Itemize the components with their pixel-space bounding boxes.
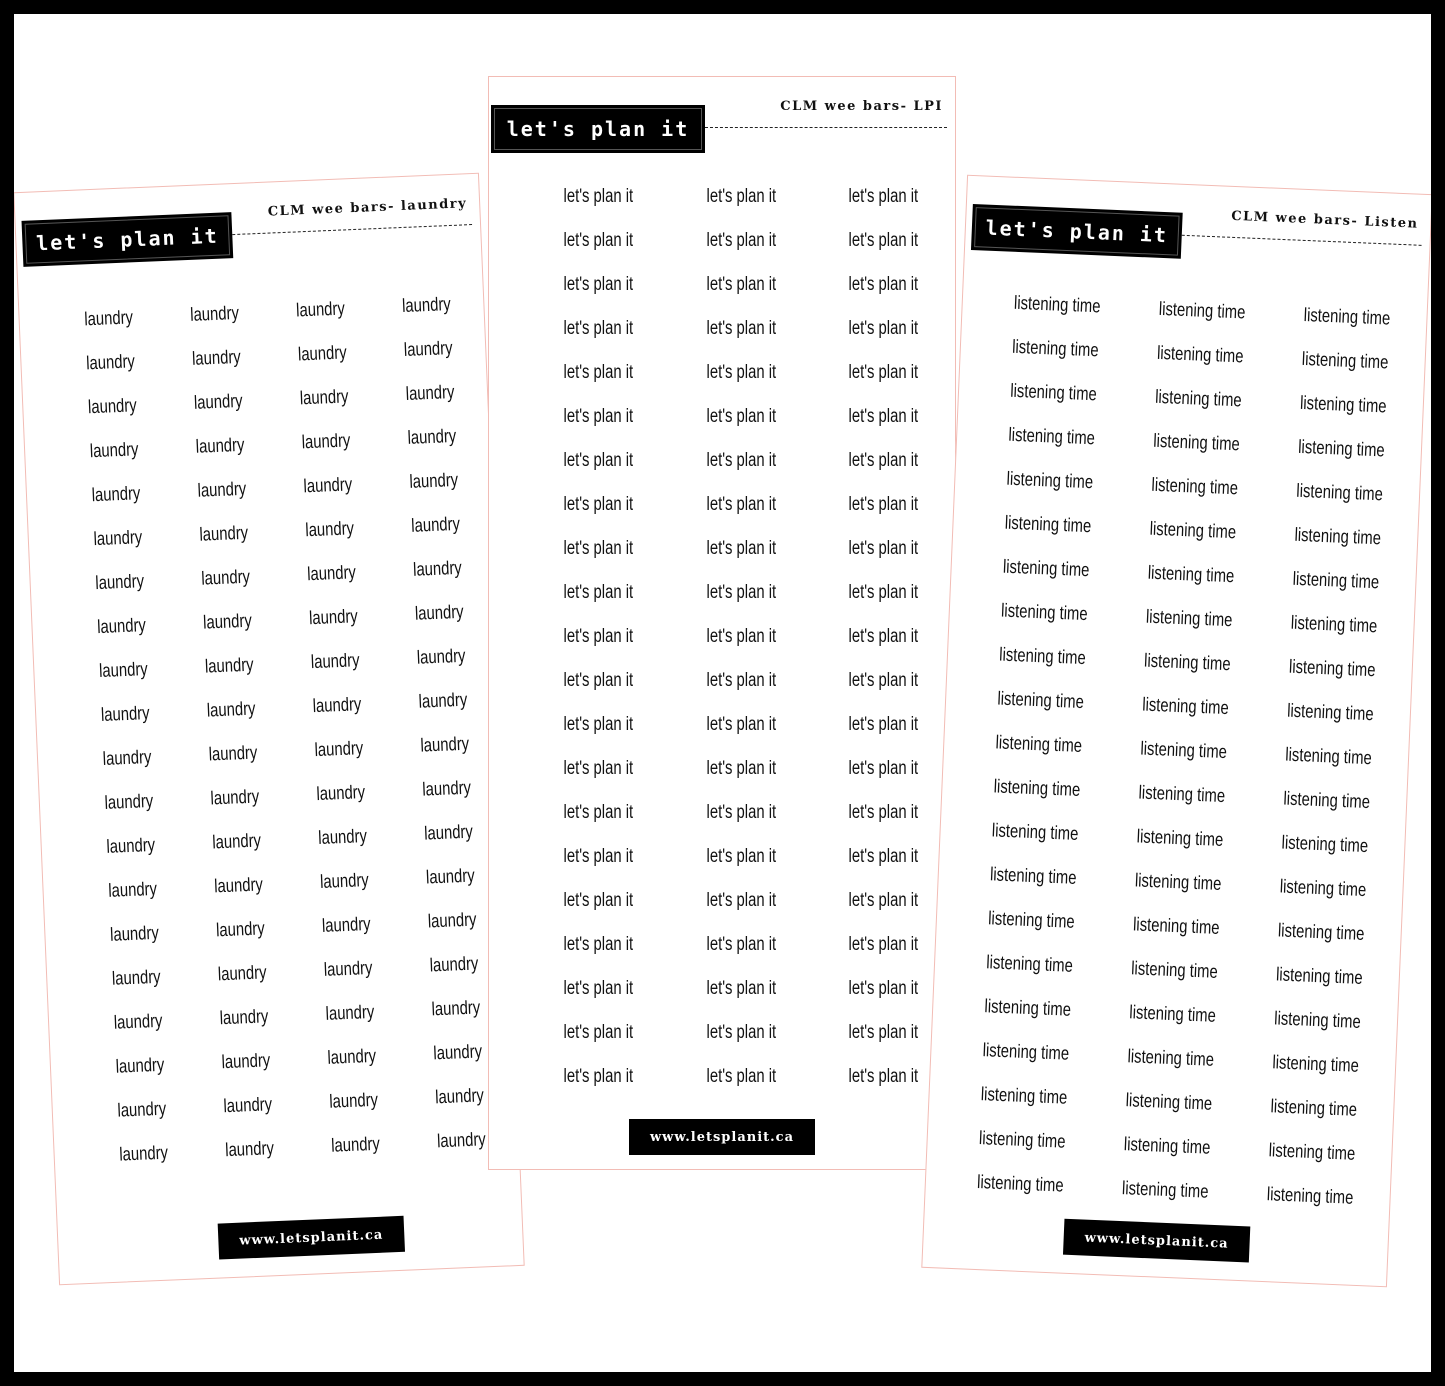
sticker-label: let's plan it <box>563 450 634 471</box>
sticker-label: laundry <box>316 782 366 806</box>
sticker-label: listening time <box>1299 392 1387 418</box>
sticker-label: laundry <box>195 434 245 458</box>
sticker-label: let's plan it <box>563 406 634 427</box>
sticker-label: laundry <box>223 1094 273 1118</box>
sticker-label: listening time <box>1138 782 1226 808</box>
sticker-label: listening time <box>1125 1090 1213 1115</box>
sticker-label: let's plan it <box>563 846 634 867</box>
sticker-label: listening time <box>1158 298 1246 324</box>
sticker-label: let's plan it <box>848 714 919 735</box>
sticker-label: laundry <box>219 1006 269 1030</box>
sticker-label: let's plan it <box>563 626 634 647</box>
sticker-row <box>527 483 955 527</box>
sticker-grid <box>19 282 519 1181</box>
sticker-row <box>527 835 955 879</box>
sticker-label: laundry <box>213 874 264 898</box>
sticker-label: let's plan it <box>706 582 776 603</box>
sticker-label: let's plan it <box>848 934 919 955</box>
canvas <box>14 14 1431 1372</box>
sticker-row <box>527 527 955 571</box>
sticker-label: listening time <box>1121 1178 1209 1203</box>
sticker-label: let's plan it <box>706 318 776 339</box>
sticker-label: let's plan it <box>706 714 776 735</box>
sticker-label: laundry <box>301 430 351 454</box>
sticker-label: laundry <box>401 294 452 318</box>
sticker-label: laundry <box>295 298 346 322</box>
sticker-label: laundry <box>423 821 474 845</box>
sticker-label: let's plan it <box>563 758 634 779</box>
sticker-label: let's plan it <box>848 758 919 779</box>
sticker-label: laundry <box>117 1098 167 1122</box>
sticker-row <box>527 219 955 263</box>
sticker-label: laundry <box>416 645 466 669</box>
sticker-label: let's plan it <box>706 890 776 911</box>
sticker-label: laundry <box>106 834 156 858</box>
sticker-label: laundry <box>102 746 152 770</box>
sticker-label: listening time <box>1149 518 1237 544</box>
sticker-label: listening time <box>1013 292 1101 318</box>
sticker-label: laundry <box>405 381 455 405</box>
sticker-label: listening time <box>1271 1052 1360 1077</box>
sticker-label: laundry <box>191 346 242 370</box>
sticker-label: let's plan it <box>563 274 634 295</box>
sticker-label: listening time <box>1288 656 1376 682</box>
sticker-label: let's plan it <box>848 846 919 867</box>
sticker-label: listening time <box>1154 386 1243 412</box>
sticker-label: laundry <box>410 513 461 537</box>
sticker-label: let's plan it <box>848 538 919 559</box>
sticker-label: let's plan it <box>563 318 634 339</box>
sticker-label: let's plan it <box>706 934 776 955</box>
sticker-sheet-lpi <box>488 76 956 1170</box>
sticker-label: listening time <box>1294 524 1382 550</box>
sticker-label: listening time <box>1145 606 1233 632</box>
sticker-label: laundry <box>325 1001 375 1025</box>
sticker-label: laundry <box>200 566 251 590</box>
sticker-label: laundry <box>330 1133 381 1157</box>
sticker-label: listening time <box>1136 826 1224 852</box>
sticker-label: laundry <box>211 830 262 854</box>
sticker-label: laundry <box>221 1050 271 1074</box>
sticker-row <box>527 879 955 923</box>
sticker-label: listening time <box>1277 920 1365 946</box>
sticker-label: let's plan it <box>848 318 919 339</box>
sticker-label: let's plan it <box>848 1022 919 1043</box>
sticker-label: let's plan it <box>706 538 776 559</box>
sticker-label: listening time <box>1156 342 1244 368</box>
sticker-label: let's plan it <box>848 274 919 295</box>
sticker-label: laundry <box>87 395 138 419</box>
sticker-label: let's plan it <box>848 450 919 471</box>
sticker-label: laundry <box>224 1138 275 1162</box>
sticker-label: laundry <box>314 738 364 762</box>
sticker-label: listening time <box>978 1128 1066 1153</box>
sticker-row <box>527 703 955 747</box>
sticker-label: laundry <box>215 918 266 942</box>
sticker-label: laundry <box>434 1085 485 1109</box>
sticker-label: listening time <box>987 908 1076 933</box>
sticker-label: listening time <box>1140 738 1228 764</box>
sticker-row <box>527 175 955 219</box>
sticker-label: let's plan it <box>563 186 634 207</box>
sticker-row <box>527 571 955 615</box>
sticker-grid <box>489 175 955 1099</box>
sticker-label: let's plan it <box>706 450 776 471</box>
sticker-label: laundry <box>85 351 136 375</box>
sticker-label: listening time <box>1290 612 1378 638</box>
sticker-label: let's plan it <box>563 890 634 911</box>
sticker-label: laundry <box>310 650 360 674</box>
sticker-label: laundry <box>431 997 481 1021</box>
sticker-label: laundry <box>319 869 370 893</box>
sticker-label: listening time <box>1011 336 1100 362</box>
brand-label: let's plan it <box>22 212 234 267</box>
sticker-label: let's plan it <box>563 934 634 955</box>
sticker-label: laundry <box>189 302 240 326</box>
sticker-label: laundry <box>327 1045 377 1069</box>
sticker-label: let's plan it <box>706 1022 776 1043</box>
sticker-label: listening time <box>1152 430 1241 456</box>
sticker-label: laundry <box>425 865 476 889</box>
sticker-label: let's plan it <box>848 230 919 251</box>
sticker-label: laundry <box>299 386 349 410</box>
sticker-label: listening time <box>1002 556 1090 582</box>
sticker-label: let's plan it <box>706 670 776 691</box>
sticker-label: listening time <box>993 776 1081 801</box>
sticker-label: listening time <box>1295 480 1384 506</box>
sticker-label: laundry <box>427 909 477 933</box>
sticker-row <box>527 263 955 307</box>
sticker-label: listening time <box>1266 1184 1354 1209</box>
sticker-row <box>527 747 955 791</box>
sticker-label: laundry <box>418 689 468 713</box>
sticker-label: laundry <box>83 307 134 331</box>
sticker-label: laundry <box>104 790 154 814</box>
sticker-label: laundry <box>91 483 141 507</box>
dashed-divider <box>705 127 947 128</box>
sticker-label: let's plan it <box>563 1066 634 1087</box>
sticker-label: laundry <box>100 702 150 727</box>
sticker-label: listening time <box>1127 1046 1215 1071</box>
sticker-label: laundry <box>199 522 249 546</box>
sticker-row <box>527 923 955 967</box>
sticker-label: listening time <box>1141 694 1230 720</box>
sticker-label: listening time <box>1297 436 1386 462</box>
sticker-label: let's plan it <box>563 978 634 999</box>
sticker-label: listening time <box>991 820 1079 845</box>
sticker-label: let's plan it <box>848 670 919 691</box>
sticker-label: listening time <box>1123 1134 1211 1159</box>
sticker-label: laundry <box>306 562 357 586</box>
sticker-label: laundry <box>204 654 255 678</box>
sticker-label: let's plan it <box>563 230 634 251</box>
sticker-label: laundry <box>115 1054 165 1078</box>
sticker-label: listening time <box>996 688 1085 714</box>
sticker-label: let's plan it <box>706 802 776 823</box>
website-label: www.letsplanit.ca <box>1063 1219 1250 1263</box>
sticker-label: laundry <box>118 1142 169 1166</box>
sticker-label: let's plan it <box>563 802 634 823</box>
sticker-label: let's plan it <box>848 802 919 823</box>
sticker-label: laundry <box>206 698 256 722</box>
sticker-label: listening time <box>1147 562 1235 588</box>
sticker-label: listening time <box>1283 788 1371 814</box>
sticker-label: laundry <box>321 913 372 937</box>
website-label: www.letsplanit.ca <box>218 1216 405 1260</box>
sticker-label: let's plan it <box>706 230 776 251</box>
sticker-label: laundry <box>409 469 459 493</box>
sticker-label: laundry <box>111 966 162 990</box>
sticker-label: listening time <box>1292 568 1380 594</box>
sticker-label: listening time <box>998 644 1087 670</box>
sticker-label: let's plan it <box>563 670 634 691</box>
sticker-label: listening time <box>1000 600 1088 626</box>
sticker-label: let's plan it <box>848 186 919 207</box>
sticker-label: laundry <box>429 953 479 977</box>
sticker-label: laundry <box>304 518 355 542</box>
sticker-label: let's plan it <box>848 494 919 515</box>
sticker-label: listening time <box>1134 870 1222 895</box>
sticker-label: laundry <box>89 439 139 463</box>
sticker-label: laundry <box>113 1010 163 1034</box>
sticker-label: let's plan it <box>563 714 634 735</box>
sticker-label: listening time <box>1143 650 1232 676</box>
sticker-label: laundry <box>420 733 470 757</box>
sticker-label: let's plan it <box>848 582 919 603</box>
sticker-label: laundry <box>432 1041 483 1065</box>
sticker-sheet-laundry <box>14 173 525 1286</box>
sticker-label: listening time <box>989 864 1077 889</box>
sticker-row <box>527 615 955 659</box>
sticker-label: laundry <box>96 615 147 639</box>
sticker-label: listening time <box>1008 424 1096 450</box>
sticker-label: laundry <box>208 742 258 766</box>
sticker-label: laundry <box>107 878 158 902</box>
sticker-row <box>527 351 955 395</box>
sticker-label: listening time <box>1286 700 1375 726</box>
sticker-label: listening time <box>1275 964 1363 989</box>
sticker-row <box>527 439 955 483</box>
sticker-label: laundry <box>303 474 353 498</box>
sticker-label: laundry <box>317 826 368 850</box>
sticker-label: listening time <box>1128 1002 1217 1027</box>
sheet-title: CLM wee bars- laundry <box>267 196 468 220</box>
sticker-label: let's plan it <box>848 406 919 427</box>
sticker-label: laundry <box>193 390 243 414</box>
sticker-label: let's plan it <box>848 890 919 911</box>
sticker-label: laundry <box>407 425 457 449</box>
website-label: www.letsplanit.ca <box>629 1119 815 1155</box>
sticker-label: let's plan it <box>848 1066 919 1087</box>
sticker-label: let's plan it <box>706 362 776 383</box>
sheet-title: CLM wee bars- LPI <box>780 99 943 114</box>
sticker-label: listening time <box>1279 876 1367 902</box>
sticker-row <box>527 791 955 835</box>
sticker-label: laundry <box>308 606 359 630</box>
sticker-label: let's plan it <box>706 274 776 295</box>
sticker-row <box>527 659 955 703</box>
sticker-label: laundry <box>412 557 463 581</box>
sticker-label: listening time <box>1303 304 1391 330</box>
sticker-label: let's plan it <box>706 846 776 867</box>
sticker-label: laundry <box>202 610 253 634</box>
sticker-label: let's plan it <box>706 626 776 647</box>
sticker-label: let's plan it <box>563 538 634 559</box>
sticker-label: listening time <box>1270 1096 1358 1121</box>
sticker-row <box>527 967 955 1011</box>
dashed-divider <box>1182 235 1422 246</box>
sticker-label: listening time <box>976 1172 1065 1197</box>
sticker-label: listening time <box>1151 474 1239 500</box>
sticker-label: listening time <box>1006 468 1094 494</box>
sticker-label: laundry <box>297 342 348 366</box>
sticker-label: let's plan it <box>563 494 634 515</box>
sticker-sheet-listen <box>921 175 1431 1288</box>
sticker-label: laundry <box>197 478 247 502</box>
sticker-label: laundry <box>414 601 465 625</box>
brand-label: let's plan it <box>971 204 1183 259</box>
sticker-label: listening time <box>1281 832 1369 858</box>
sticker-label: let's plan it <box>848 626 919 647</box>
sticker-row <box>527 307 955 351</box>
sticker-label: laundry <box>403 337 453 362</box>
sticker-label: laundry <box>109 922 160 946</box>
sticker-label: let's plan it <box>563 1022 634 1043</box>
brand-label: let's plan it <box>491 105 705 153</box>
sticker-label: listening time <box>1004 512 1092 538</box>
sticker-label: let's plan it <box>563 582 634 603</box>
sticker-label: let's plan it <box>706 186 776 207</box>
sticker-label: listening time <box>1132 914 1220 939</box>
sticker-row <box>527 1011 955 1055</box>
sticker-label: let's plan it <box>706 978 776 999</box>
sticker-label: laundry <box>217 962 267 986</box>
sticker-label: listening time <box>982 1040 1070 1065</box>
sticker-label: laundry <box>421 777 472 801</box>
sticker-label: listening time <box>1273 1008 1362 1033</box>
dashed-divider <box>232 224 472 235</box>
sticker-label: listening time <box>1009 380 1098 406</box>
sticker-label: listening time <box>995 732 1083 758</box>
sticker-label: laundry <box>436 1129 487 1153</box>
sticker-label: laundry <box>323 957 373 981</box>
sticker-label: let's plan it <box>706 758 776 779</box>
sticker-label: laundry <box>312 694 362 718</box>
sticker-label: laundry <box>93 527 143 551</box>
sticker-label: listening time <box>985 952 1074 977</box>
sticker-label: let's plan it <box>706 494 776 515</box>
sticker-label: laundry <box>98 659 149 683</box>
sticker-label: listening time <box>1268 1140 1356 1165</box>
sticker-grid <box>925 280 1427 1223</box>
sticker-label: listening time <box>984 996 1072 1021</box>
sticker-label: let's plan it <box>706 406 776 427</box>
sticker-label: let's plan it <box>563 362 634 383</box>
sticker-label: listening time <box>1284 744 1373 770</box>
sticker-row <box>527 1055 955 1099</box>
sticker-label: laundry <box>328 1089 379 1113</box>
sticker-label: let's plan it <box>848 978 919 999</box>
sticker-label: let's plan it <box>706 1066 776 1087</box>
sticker-label: laundry <box>210 786 260 810</box>
sheet-title: CLM wee bars- Listen <box>1230 208 1419 232</box>
sticker-label: laundry <box>95 571 145 595</box>
sticker-row <box>527 395 955 439</box>
sticker-label: listening time <box>980 1084 1068 1109</box>
sticker-label: listening time <box>1130 958 1219 983</box>
sticker-label: let's plan it <box>848 362 919 383</box>
sticker-label: listening time <box>1301 348 1389 374</box>
